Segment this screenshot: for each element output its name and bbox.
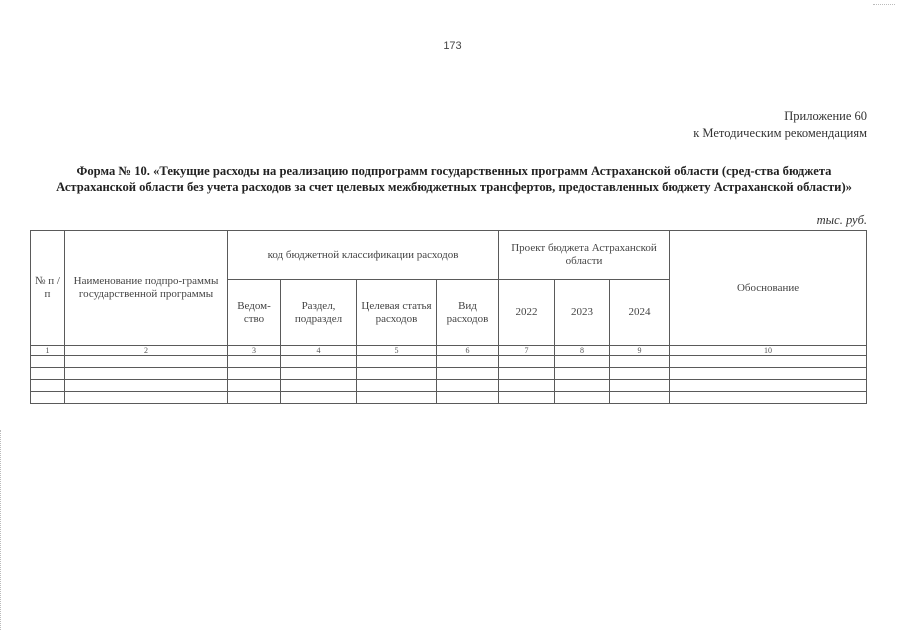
header-cell-target-item: Целевая статья расходов (357, 280, 437, 346)
table-cell (437, 392, 499, 404)
table-cell (499, 392, 555, 404)
table-cell (228, 380, 281, 392)
table-cell (65, 380, 228, 392)
table-cell (437, 356, 499, 368)
column-number: 7 (499, 346, 555, 356)
table-cell (555, 392, 610, 404)
table-cell (281, 392, 357, 404)
column-number: 4 (281, 346, 357, 356)
header-cell-subprogram-name: Наименование подпро-граммы государственной программы (65, 231, 228, 346)
header-cell-budget-classification: код бюджетной классификации расходов (228, 231, 499, 280)
table-cell (281, 356, 357, 368)
table-cell (65, 368, 228, 380)
page-number: 173 (443, 40, 462, 52)
table-header-row-1 (31, 231, 867, 280)
table-row (31, 356, 867, 368)
header-cell-number: № п /п (31, 231, 65, 346)
table-cell (228, 356, 281, 368)
appendix-line-1: Приложение 60 (784, 109, 867, 123)
column-number: 8 (555, 346, 610, 356)
table-cell (357, 356, 437, 368)
header-cell-year-2023: 2023 (555, 280, 610, 346)
appendix-line-2: к Методическим рекомендациям (693, 126, 867, 140)
table-cell (31, 392, 65, 404)
column-number: 1 (31, 346, 65, 356)
table-cell (65, 356, 228, 368)
table-row (31, 380, 867, 392)
header-cell-expense-type: Вид расходов (437, 280, 499, 346)
table-cell (499, 380, 555, 392)
table-cell (357, 368, 437, 380)
table-cell (610, 368, 670, 380)
scan-artifact-top (873, 4, 895, 6)
table-cell (555, 380, 610, 392)
table-cell (437, 380, 499, 392)
table-cell (670, 392, 867, 404)
table-cell (555, 368, 610, 380)
column-number: 2 (65, 346, 228, 356)
column-number: 5 (357, 346, 437, 356)
column-number: 9 (610, 346, 670, 356)
column-number: 10 (670, 346, 867, 356)
column-number: 6 (437, 346, 499, 356)
table-cell (499, 368, 555, 380)
table-cell (31, 368, 65, 380)
column-number: 3 (228, 346, 281, 356)
header-cell-year-2024: 2024 (610, 280, 670, 346)
form-table (30, 230, 867, 404)
table-cell (228, 392, 281, 404)
table-cell (610, 356, 670, 368)
header-cell-justification: Обоснование (670, 231, 867, 346)
table-cell (281, 380, 357, 392)
table-cell (610, 380, 670, 392)
table-cell (65, 392, 228, 404)
table-cell (670, 356, 867, 368)
table-cell (437, 368, 499, 380)
header-cell-section: Раздел, подраздел (281, 280, 357, 346)
appendix-note (693, 108, 867, 142)
table-cell (499, 356, 555, 368)
table-cell (281, 368, 357, 380)
table-cell (228, 368, 281, 380)
table-cell (31, 356, 65, 368)
table-row (31, 368, 867, 380)
units-label: тыс. руб. (816, 213, 867, 227)
table-cell (31, 380, 65, 392)
column-number-row (31, 346, 867, 356)
header-cell-year-2022: 2022 (499, 280, 555, 346)
form-title: Форма № 10. «Текущие расходы на реализацию подпрограмм государственных программ Астраханской области (сред-ства бюджета Астраханской области без учета расходов за счет целевых межбюджетных трансфертов, предоставленных бюджету Астраханской области)» (56, 164, 852, 194)
scan-artifact-left (0, 430, 4, 630)
header-cell-budget-project: Проект бюджета Астраханской области (499, 231, 670, 280)
table-cell (357, 392, 437, 404)
table-cell (357, 380, 437, 392)
table-cell (670, 368, 867, 380)
table-cell (670, 380, 867, 392)
header-cell-department: Ведом-ство (228, 280, 281, 346)
table-row (31, 392, 867, 404)
table-cell (610, 392, 670, 404)
table-cell (555, 356, 610, 368)
